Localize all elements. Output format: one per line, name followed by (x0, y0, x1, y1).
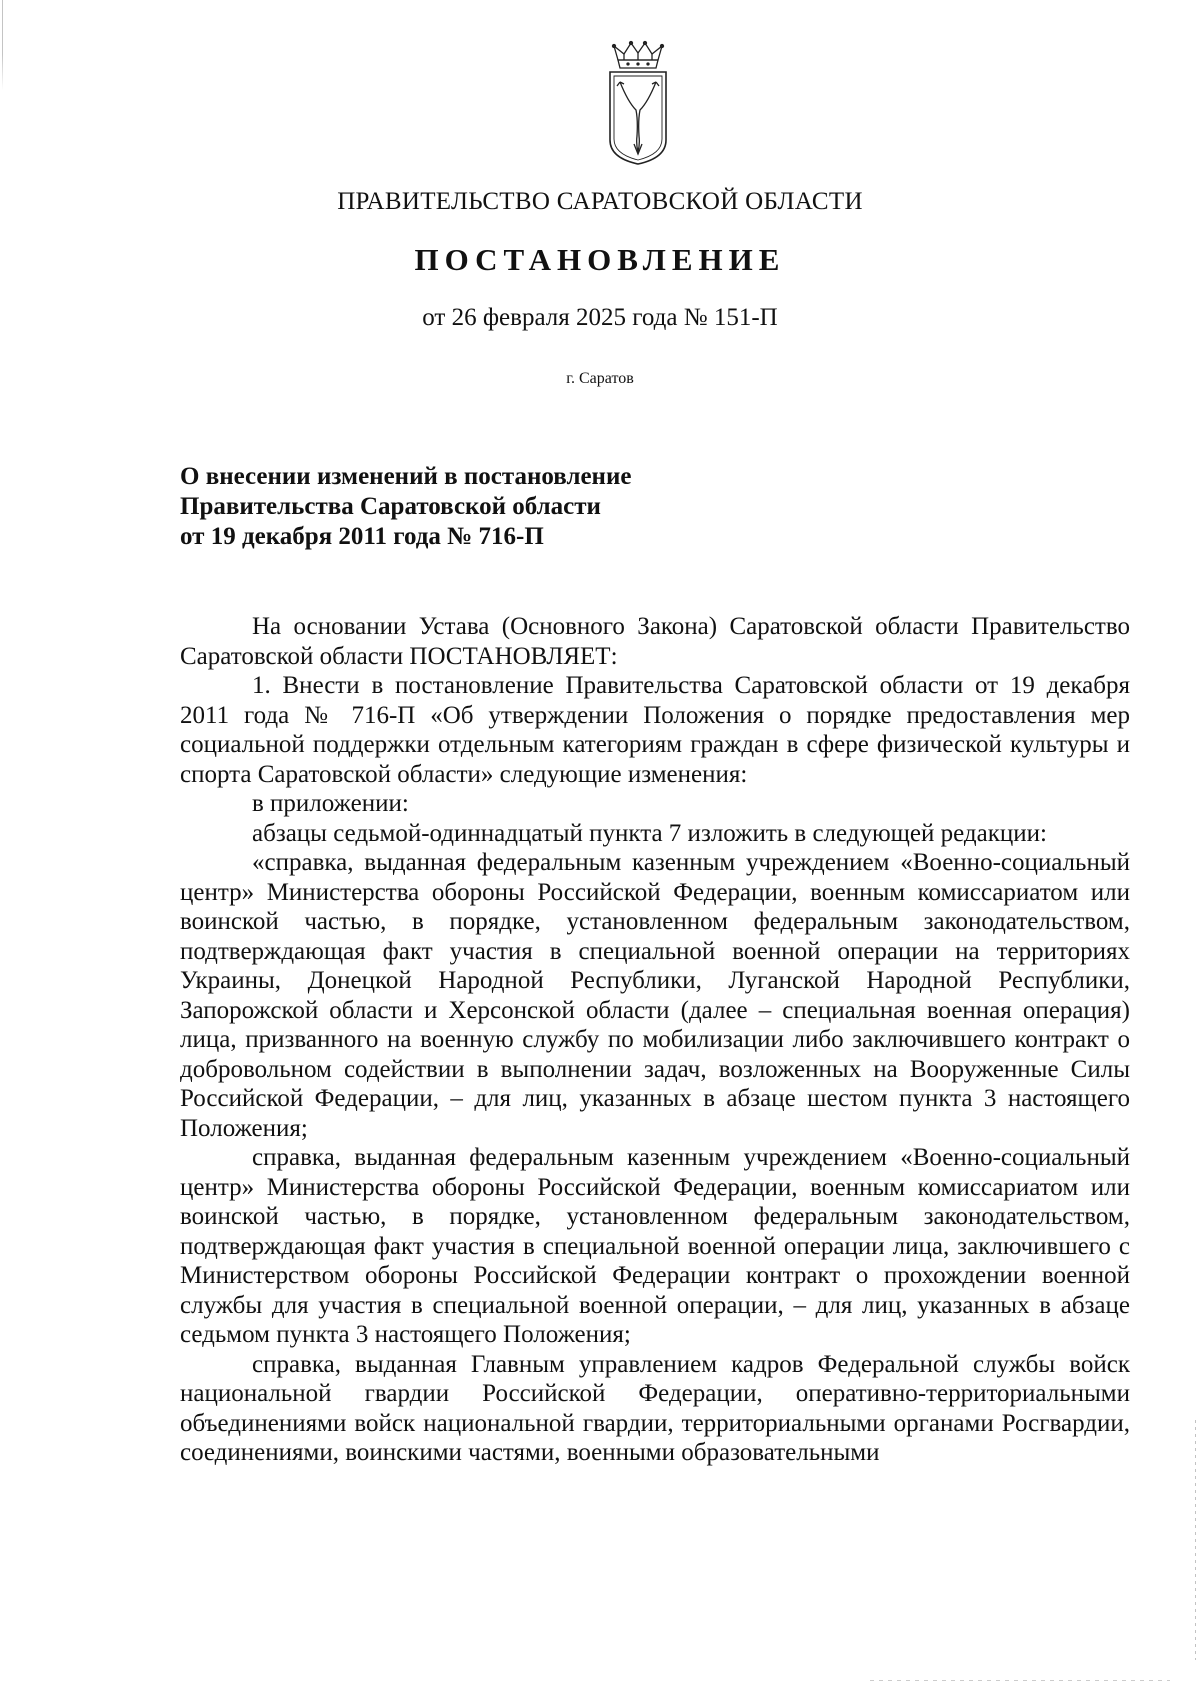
subject-line: Правительства Саратовской области (180, 493, 601, 520)
scan-edge-mark (870, 1680, 1170, 1681)
body-paragraph: справка, выданная Главным управлением кадров Федеральной службы войск национальной гвардии Российской Федерации, оперативно-территориальными объединениями войск национальной гвардии, территориальными органами Росгвардии, соединениями, воинскими частями, военными образовательными (180, 1350, 1130, 1466)
subject-line: О внесении изменений в постановление (180, 463, 632, 490)
subject-line: от 19 декабря 2011 года № 716-П (180, 523, 544, 550)
document-city: г. Саратов (566, 370, 634, 387)
body-paragraph: «справка, выданная федеральным казенным учреждением «Военно-социальный центр» Министерства обороны Российской Федерации, военным комиссариатом или воинской частью, в порядке, установленном федеральным законодательством, подтверждающая факт участия в специальной военной операции на территориях Украины, Донецкой Народной Республики, Луганской Народной Республики, Запорожской области и Херсонской области (далее – специальная военная операция) лица, призванного на военную службу по мобилизации либо заключившего контракт о добровольном содействии в выполнении задач, возложенных на Вооруженные Силы Российской Федерации, – для лиц, указанных в абзаце шестом пункта 3 настоящего Положения; (180, 849, 1130, 1142)
scan-edge-mark (2, 0, 3, 90)
document-type-title: ПОСТАНОВЛЕНИЕ (414, 242, 786, 277)
body-paragraph: 1. Внести в постановление Правительства Саратовской области от 19 декабря 2011 года № 716-П «Об утверждении Положения о порядке предоставления мер социальной поддержки отдельным категориям граждан в сфере физической культуры и спорта Саратовской области» следующие изменения: (180, 672, 1130, 788)
body-paragraph: в приложении: (252, 790, 409, 817)
scan-edge-mark (1195, 1420, 1196, 1660)
body-paragraph: На основании Устава (Основного Закона) Саратовской области Правительство Саратовской области ПОСТАНОВЛЯЕТ: (180, 613, 1130, 670)
document-body (180, 612, 1130, 1468)
body-paragraph: абзацы седьмой-одиннадцатый пункта 7 изложить в следующей редакции: (252, 819, 1047, 847)
government-name: ПРАВИТЕЛЬСТВО САРАТОВСКОЙ ОБЛАСТИ (337, 188, 863, 215)
document-date-number: от 26 февраля 2025 года № 151-П (422, 304, 778, 331)
document-subject (180, 462, 800, 552)
saratov-coat-of-arms-icon (604, 40, 672, 168)
body-paragraph: справка, выданная федеральным казенным учреждением «Военно-социальный центр» Министерства обороны Российской Федерации, военным комиссариатом или воинской частью, в порядке, установленном федеральным законодательством, подтверждающая факт участия в специальной военной операции лица, заключившего с Министерством обороны Российской Федерации контракт о прохождении военной службы для участия в специальной военной операции, – для лиц, указанных в абзаце седьмом пункта 3 настоящего Положения; (180, 1144, 1130, 1348)
